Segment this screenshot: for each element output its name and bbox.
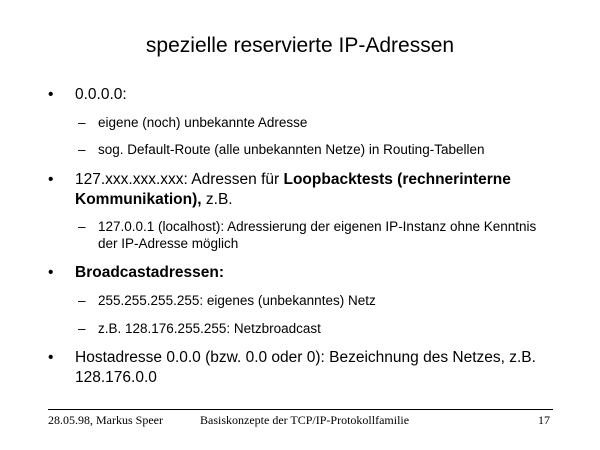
footer-topic: Basiskonzepte der TCP/IP-Protokollfamilie — [200, 413, 410, 427]
dash-icon: – — [78, 293, 86, 308]
sub-item-text: 127.0.0.1 (localhost): Adressierung der eigenen IP-Instanz ohne Kenntnis der IP-Adresse möglich — [98, 219, 537, 251]
dash-icon: – — [78, 142, 86, 157]
bullet-text-bold: Loopbacktests (rechnerinterne Kommunikation), — [75, 171, 511, 208]
page-number: 17 — [538, 413, 550, 427]
bullet-text-part: z.B. — [201, 191, 233, 208]
sub-item — [78, 141, 558, 158]
bullet-text: Hostadresse 0.0.0 (bzw. 0.0 oder 0): Bezeichnung des Netzes, z.B. 128.176.0.0 — [75, 349, 536, 386]
bullet-text — [75, 263, 568, 283]
bullet-icon: • — [48, 86, 54, 103]
bullet-item-4 — [48, 348, 568, 388]
dash-icon: – — [78, 321, 86, 336]
footer-date-author: 28.05.98, Markus Speer — [48, 413, 163, 427]
bullet-text-part: 127.xxx.xxx.xxx: Adressen für — [75, 171, 284, 188]
dash-icon: – — [78, 219, 86, 234]
slide-title: spezielle reservierte IP-Adressen — [145, 34, 455, 57]
dash-icon: – — [78, 115, 86, 130]
sub-item — [78, 218, 558, 252]
bullet-item-1 — [48, 85, 568, 105]
bullet-item-2 — [48, 170, 568, 210]
sub-item-text: z.B. 128.176.255.255: Netzbroadcast — [98, 321, 321, 336]
bullet-icon: • — [48, 171, 54, 188]
bullet-icon: • — [48, 349, 54, 366]
footer-divider — [48, 409, 553, 410]
bullet-text — [75, 170, 568, 210]
bullet-text-bold: Broadcastadressen: — [75, 264, 225, 281]
sub-item — [78, 292, 558, 309]
bullet-icon: • — [48, 264, 54, 281]
sub-item-text: sog. Default-Route (alle unbekannten Netze) in Routing-Tabellen — [98, 142, 485, 157]
bullet-item-3 — [48, 263, 568, 283]
sub-item — [78, 320, 558, 337]
sub-item — [78, 114, 558, 131]
sub-item-text: eigene (noch) unbekannte Adresse — [98, 115, 308, 130]
bullet-text: 0.0.0.0: — [75, 86, 127, 103]
sub-item-text: 255.255.255.255: eigenes (unbekanntes) Netz — [98, 293, 376, 308]
